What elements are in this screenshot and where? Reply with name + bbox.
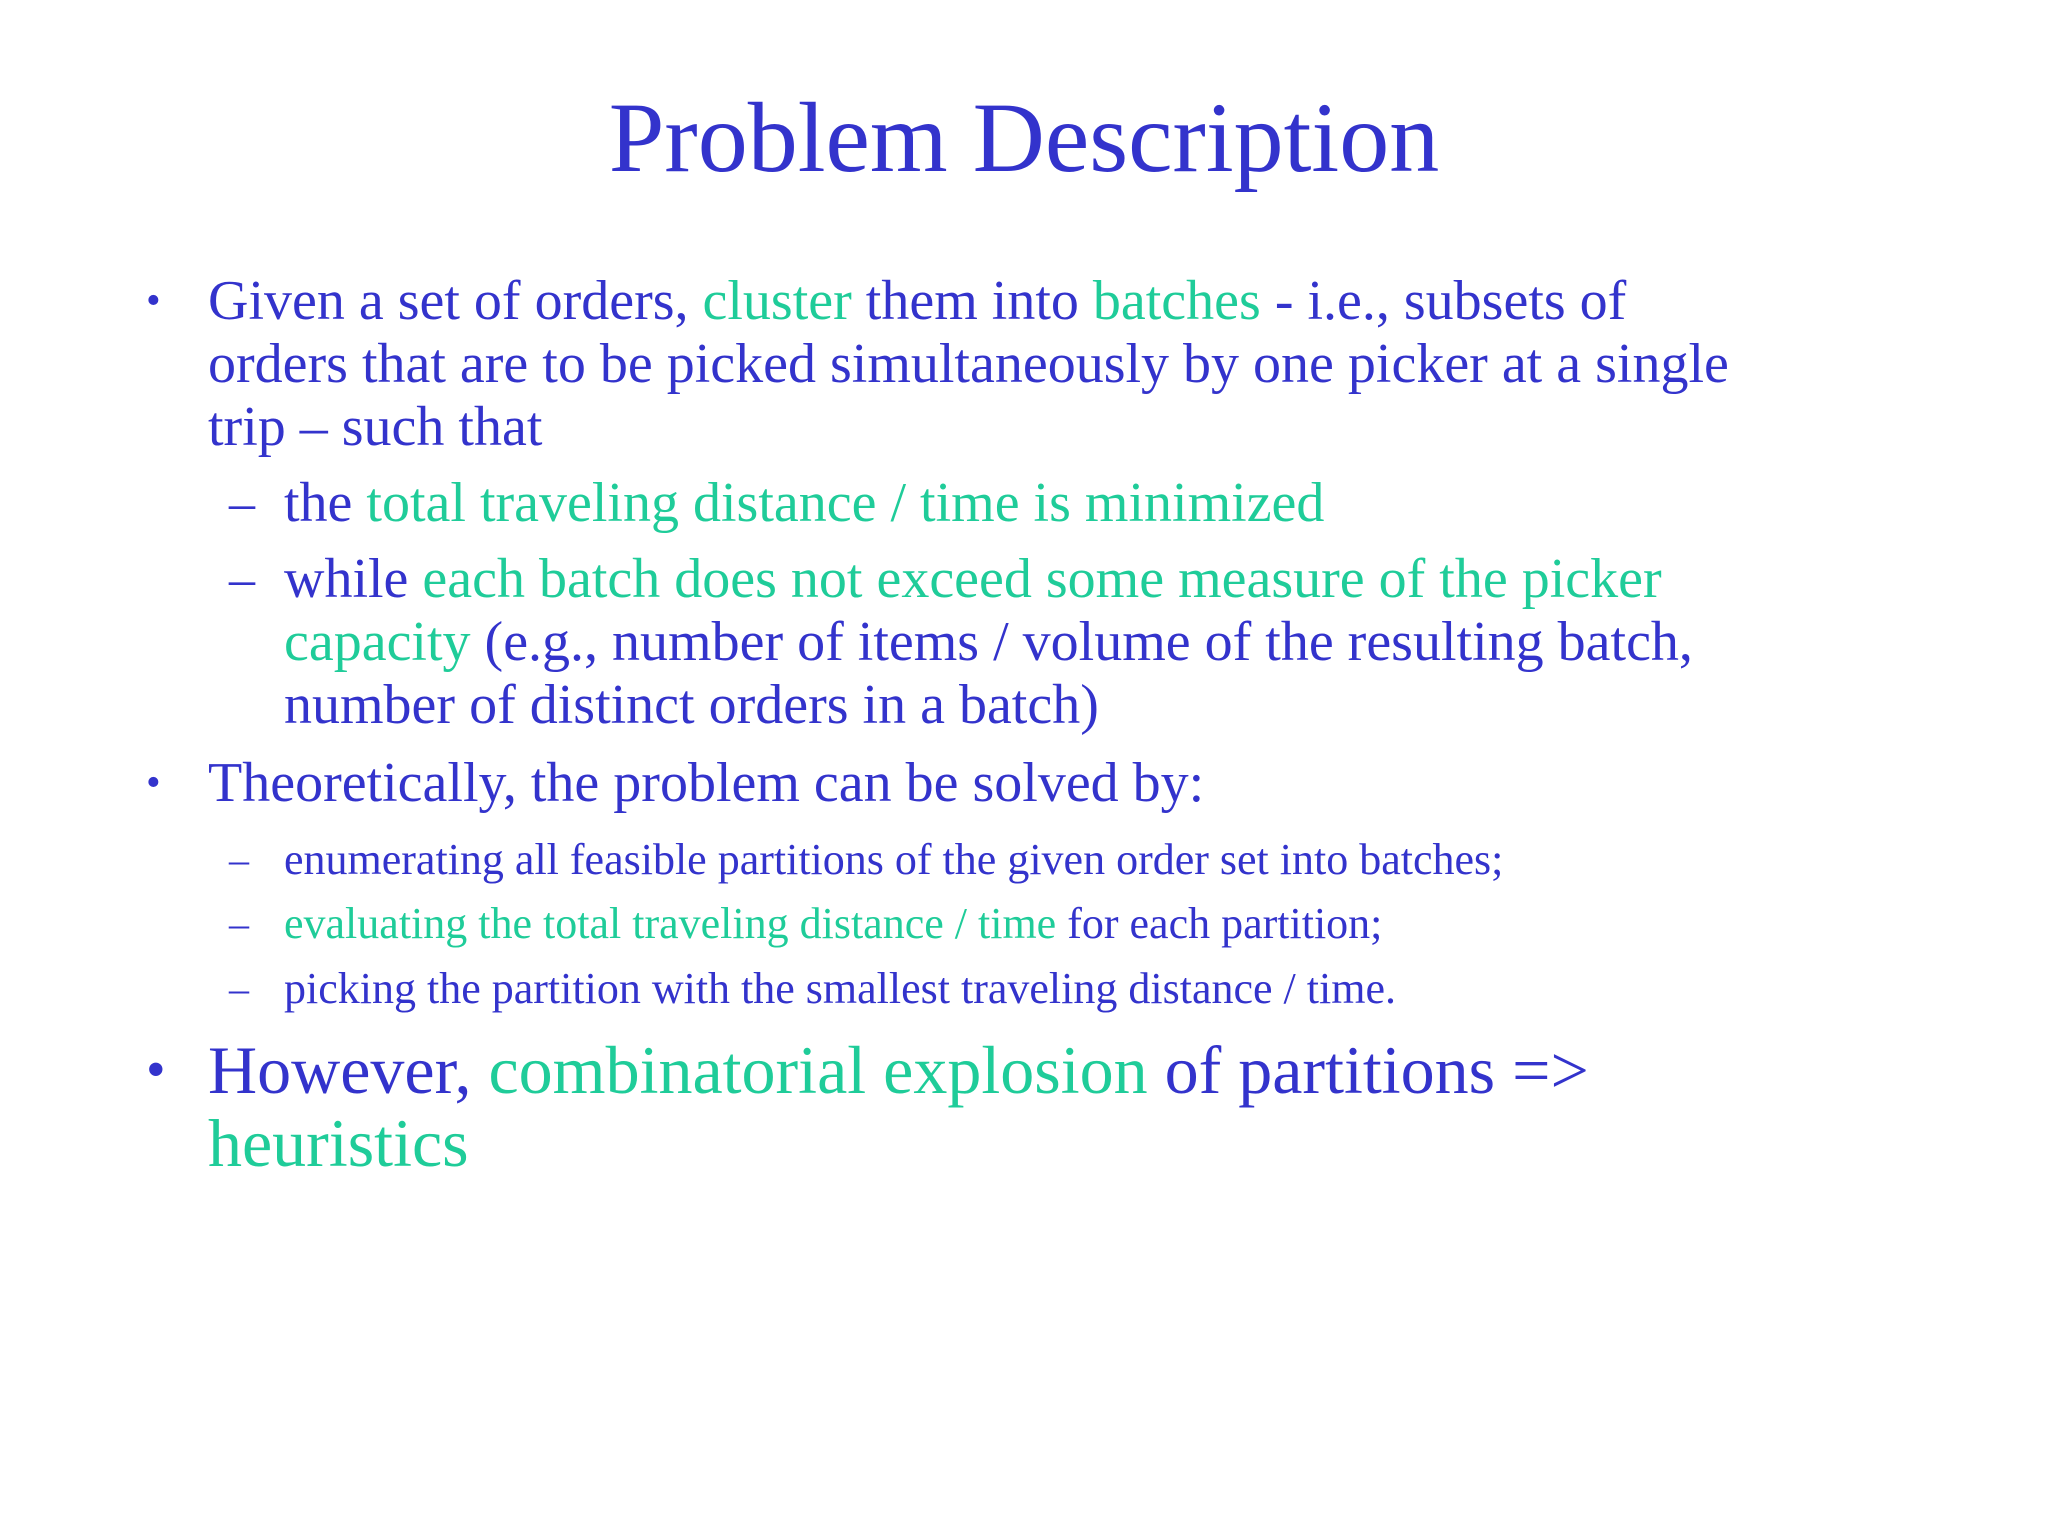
highlight-run: evaluating the total traveling distance / time — [284, 899, 1057, 948]
dash-marker: – — [229, 901, 249, 946]
text-run: enumerating all feasible partitions of the given order set into batches; — [284, 835, 1504, 884]
text-run: number of distinct orders in a batch) — [284, 674, 1099, 736]
text-run: Theoretically, the problem can be solved by: — [208, 752, 1205, 814]
highlight-run: each batch does not exceed some measure of the picker — [422, 548, 1662, 610]
bullet-1-line-2 — [208, 333, 1729, 396]
subitem-1-1-line-1 — [284, 472, 1324, 535]
subitem-2-3 — [284, 965, 1396, 1013]
dash-marker: – — [229, 551, 255, 608]
dash-marker: – — [229, 837, 249, 882]
text-run: However, — [208, 1032, 489, 1108]
text-run: Given a set of orders, — [208, 270, 703, 332]
text-run: while — [284, 548, 423, 610]
text-run: orders that are to be picked simultaneously by one picker at a single — [208, 333, 1729, 395]
highlight-run: batches — [1092, 270, 1261, 332]
subitem-1-2-line-2 — [284, 611, 1693, 674]
dash-marker: – — [229, 966, 249, 1011]
text-run: for each partition; — [1056, 899, 1383, 948]
subitem-2-2 — [284, 900, 1382, 948]
subitem-1-2-line-3 — [284, 674, 1099, 737]
bullet-3-line-1 — [208, 1034, 1589, 1107]
bullet-3-line-2 — [208, 1107, 469, 1180]
text-run: trip – such that — [208, 396, 543, 458]
bullet-2-line-1 — [208, 752, 1204, 815]
highlight-run: cluster — [702, 270, 852, 332]
bullet-1-line-3 — [208, 396, 542, 459]
subitem-2-1 — [284, 836, 1503, 884]
bullet-marker: • — [146, 278, 161, 324]
dash-marker: – — [229, 475, 255, 532]
bullet-1-line-1 — [208, 270, 1626, 333]
text-run: (e.g., number of items / volume of the resulting batch, — [470, 611, 1693, 673]
text-run: - i.e., subsets of — [1260, 270, 1627, 332]
text-run: the — [284, 472, 367, 534]
text-run: picking the partition with the smallest traveling distance / time. — [284, 964, 1396, 1013]
highlight-run: combinatorial explosion — [488, 1032, 1148, 1108]
highlight-run: total traveling distance / time is minimized — [366, 472, 1325, 534]
bullet-marker: • — [146, 760, 161, 806]
subitem-1-2-line-1 — [284, 548, 1662, 611]
bullet-marker: • — [146, 1039, 166, 1101]
text-run: of partitions => — [1147, 1032, 1589, 1108]
highlight-run: capacity — [284, 611, 471, 673]
highlight-run: heuristics — [208, 1105, 469, 1181]
slide-title: Problem Description — [608, 82, 1440, 193]
text-run: them into — [851, 270, 1093, 332]
